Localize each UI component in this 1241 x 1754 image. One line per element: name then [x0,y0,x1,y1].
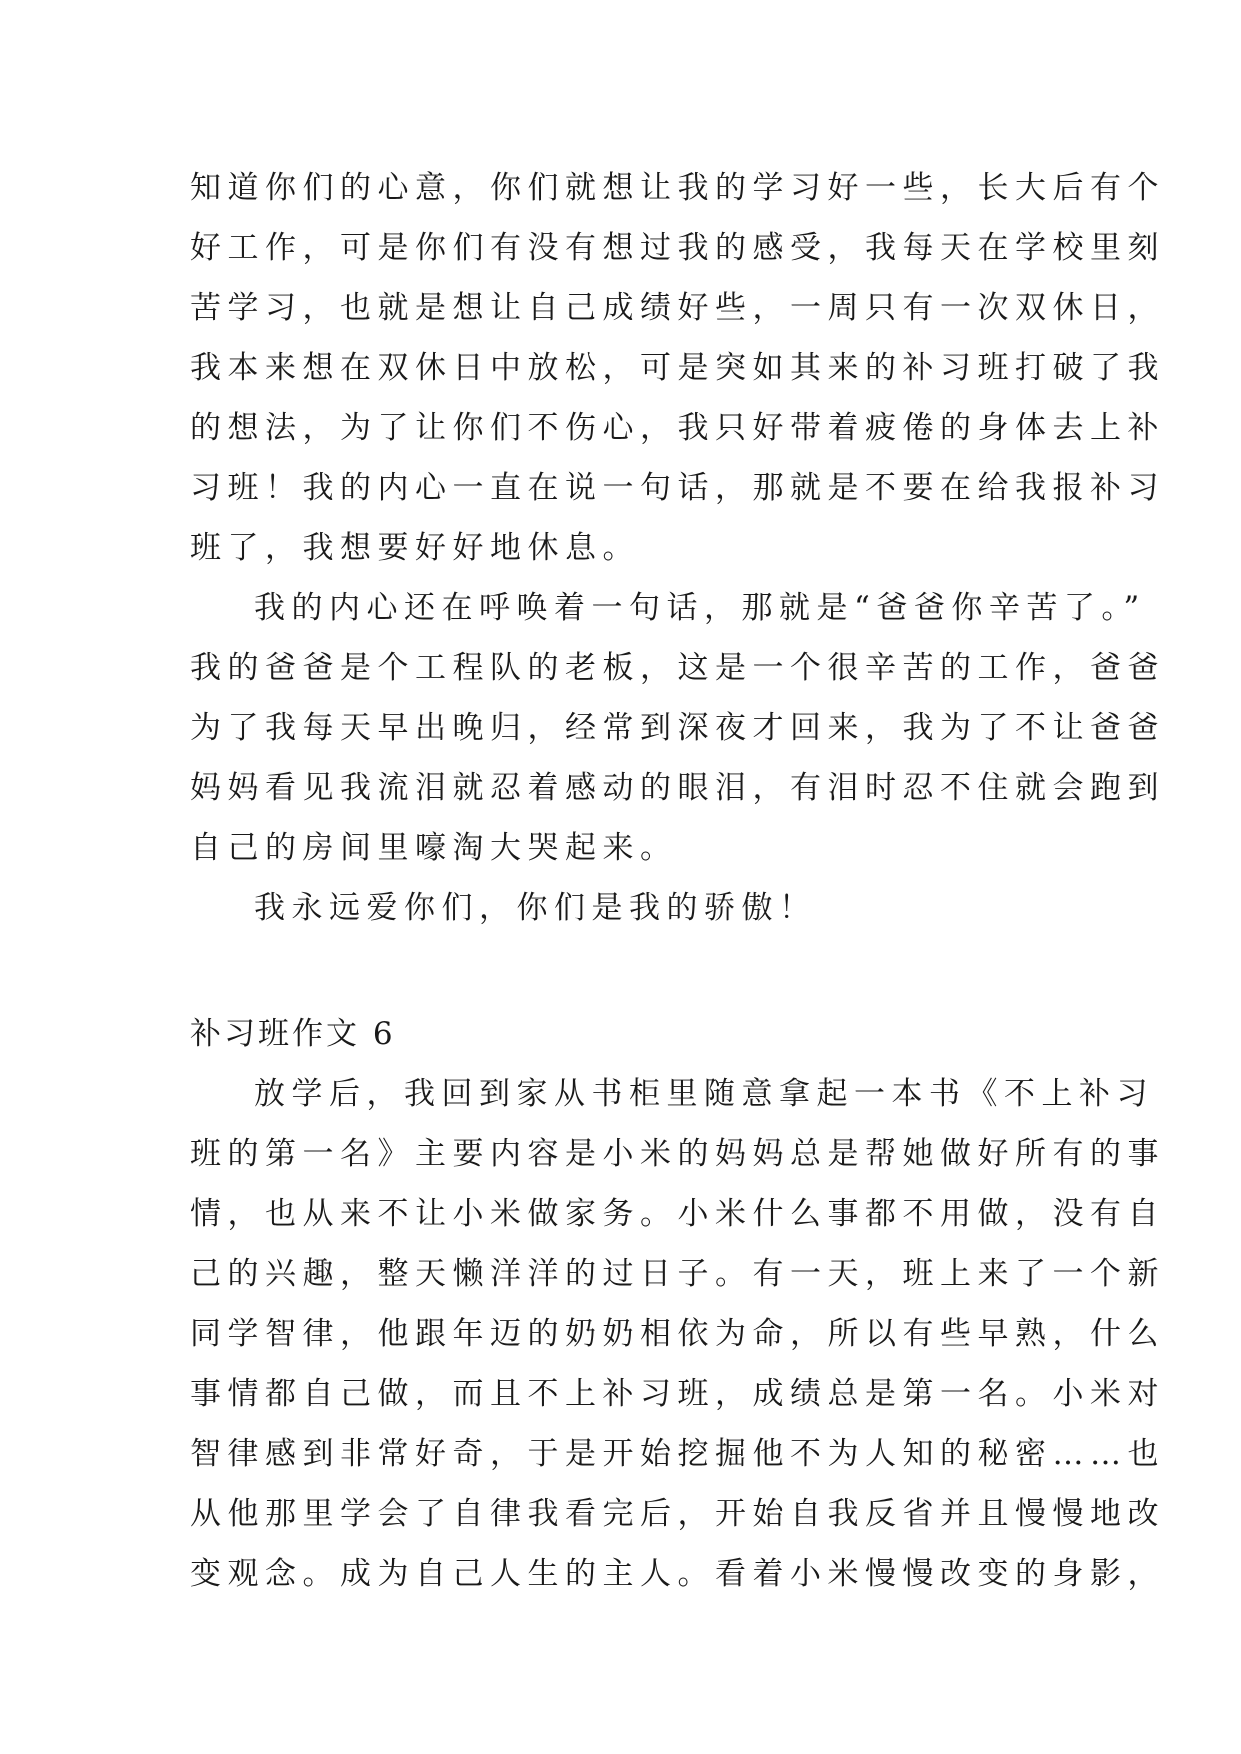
text-line: 我本来想在双休日中放松，可是突如其来的补习班打破了我 [190,350,1165,386]
paragraph [190,1064,1165,1604]
text-line: 我永远爱你们，你们是我的骄傲！ [254,890,817,926]
text-line: 我的内心还在呼唤着一句话，那就是“爸爸你辛苦了。” [254,590,1146,626]
paragraph-continued [190,158,1165,578]
text-line: 我的爸爸是个工程队的老板，这是一个很辛苦的工作，爸爸 [190,650,1165,686]
text-line: 为了我每天早出晚归，经常到深夜才回来，我为了不让爸爸 [190,710,1165,746]
text-line: 苦学习，也就是想让自己成绩好些，一周只有一次双休日， [190,290,1165,326]
text-line: 的想法，为了让你们不伤心，我只好带着疲倦的身体去上补 [190,410,1165,446]
text-line: 自己的房间里嚎淘大哭起来。 [190,830,678,866]
section-heading: 补习班作文 6 [190,1016,396,1052]
text-line: 变观念。成为自己人生的主人。看着小米慢慢改变的身影， [190,1556,1165,1592]
text-line: 班了，我想要好好地休息。 [190,530,640,566]
text-line: 好工作，可是你们有没有想过我的感受，我每天在学校里刻 [190,230,1165,266]
text-line: 放学后，我回到家从书柜里随意拿起一本书《不上补习 [254,1076,1154,1112]
text-line: 事情都自己做，而且不上补习班，成绩总是第一名。小米对 [190,1376,1165,1412]
text-line: 情，也从来不让小米做家务。小米什么事都不用做，没有自 [190,1196,1165,1232]
text-line: 智律感到非常好奇，于是开始挖掘他不为人知的秘密……也 [190,1436,1165,1472]
paragraph [190,878,1070,938]
text-line: 知道你们的心意，你们就想让我的学习好一些，长大后有个 [190,170,1165,206]
text-line: 班的第一名》主要内容是小米的妈妈总是帮她做好所有的事 [190,1136,1165,1172]
document-body [190,158,1165,1604]
paragraph [190,578,1165,878]
text-line: 从他那里学会了自律我看完后，开始自我反省并且慢慢地改 [190,1496,1165,1532]
section-spacer [190,938,1070,1004]
text-line: 习班！我的内心一直在说一句话，那就是不要在给我报补习 [190,470,1165,506]
text-line: 妈妈看见我流泪就忍着感动的眼泪，有泪时忍不住就会跑到 [190,770,1165,806]
text-line: 同学智律，他跟年迈的奶奶相依为命，所以有些早熟，什么 [190,1316,1165,1352]
text-line: 己的兴趣，整天懒洋洋的过日子。有一天，班上来了一个新 [190,1256,1165,1292]
